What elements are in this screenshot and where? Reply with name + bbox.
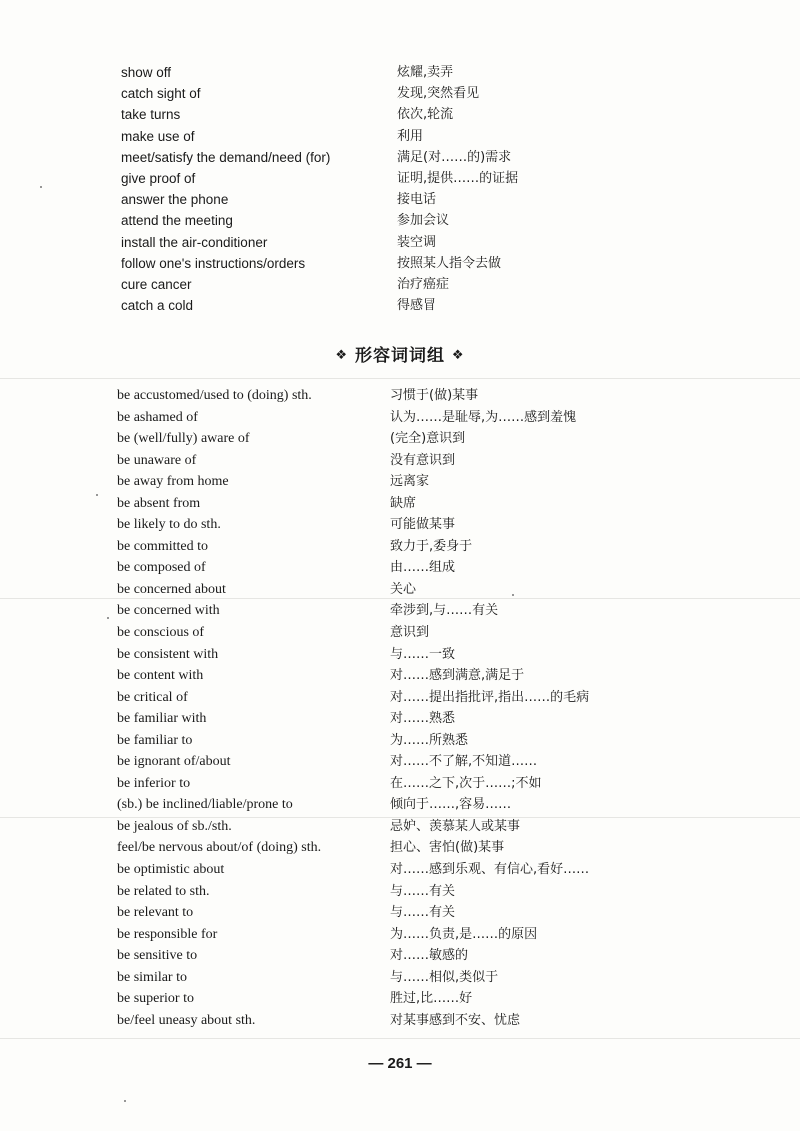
english-phrase: show off [121, 65, 172, 80]
section-title: 形容词词组 [355, 346, 445, 366]
chinese-meaning: 远离家 [390, 474, 430, 490]
chinese-meaning: 为……所熟悉 [390, 732, 469, 748]
chinese-meaning: 担心、害怕(做)某事 [390, 840, 505, 856]
phrase-row [0, 471, 800, 493]
phrase-row [0, 816, 800, 838]
english-phrase: answer the phone [121, 192, 229, 208]
chinese-meaning: 证明,提供……的证据 [397, 170, 519, 186]
english-phrase: be ignorant of/about [117, 754, 231, 770]
scan-artifact-line [0, 1038, 800, 1039]
chinese-meaning: 按照某人指令去做 [397, 255, 502, 271]
chinese-meaning: (完全)意识到 [390, 431, 466, 447]
phrase-row [0, 407, 800, 429]
phrase-row [0, 126, 800, 147]
chinese-meaning: 可能做某事 [390, 517, 456, 533]
phrase-row [0, 924, 800, 946]
phrase-row [0, 450, 800, 472]
phrase-row [0, 295, 800, 316]
chinese-meaning: 致力于,委身于 [390, 538, 473, 554]
chinese-meaning: 由……组成 [390, 560, 456, 576]
phrase-row [0, 794, 800, 816]
english-phrase: be similar to [117, 969, 187, 985]
chinese-meaning: 发现,突然看见 [397, 86, 480, 102]
english-phrase: be consistent with [117, 646, 219, 662]
chinese-meaning: 满足(对……的)需求 [397, 149, 512, 165]
english-phrase: be critical of [117, 689, 188, 705]
english-phrase: catch a cold [121, 298, 194, 314]
phrase-row [0, 493, 800, 515]
english-phrase: be sensitive to [117, 948, 198, 964]
phrase-row [0, 622, 800, 644]
phrase-row [0, 708, 800, 730]
english-phrase: be familiar with [117, 711, 207, 727]
chinese-meaning: 与……相似,类似于 [390, 969, 499, 985]
chinese-meaning: 忌妒、羡慕某人或某事 [390, 818, 521, 834]
phrase-row [0, 168, 800, 189]
english-phrase: be concerned with [117, 603, 220, 619]
english-phrase: be absent from [117, 495, 201, 511]
chinese-meaning: 参加会议 [397, 213, 450, 229]
chinese-meaning: 对……感到满意,满足于 [390, 668, 525, 684]
phrase-row [0, 988, 800, 1010]
phrase-row [0, 881, 800, 903]
chinese-meaning: 对……提出指批评,指出……的毛病 [390, 689, 590, 705]
chinese-meaning: 对……敏感的 [390, 948, 469, 964]
english-phrase: install the air-conditioner [121, 234, 268, 250]
phrase-row [0, 665, 800, 687]
chinese-meaning: 倾向于……,容易…… [390, 797, 512, 813]
english-phrase: follow one's instructions/orders [121, 255, 306, 271]
chinese-meaning: 与……有关 [390, 905, 456, 921]
phrase-row [0, 945, 800, 967]
chinese-meaning: 没有意识到 [390, 452, 456, 468]
phrase-row [0, 837, 800, 859]
phrase-row [0, 751, 800, 773]
english-phrase: be inferior to [117, 775, 191, 791]
phrase-row [0, 600, 800, 622]
english-phrase: be concerned about [117, 581, 226, 597]
chinese-meaning: 为……负责,是……的原因 [390, 926, 538, 942]
english-phrase: (sb.) be inclined/liable/prone to [117, 797, 293, 813]
english-phrase: be composed of [117, 560, 206, 576]
scan-artifact-line [0, 378, 800, 379]
chinese-meaning: 利用 [397, 128, 424, 144]
phrase-row [0, 147, 800, 168]
adjective-phrase-list [0, 385, 800, 1031]
english-phrase: be committed to [117, 538, 208, 554]
chinese-meaning: 胜过,比……好 [390, 991, 473, 1007]
phrase-row [0, 210, 800, 231]
phrase-row [0, 579, 800, 601]
diamond-ornament-icon: ❖ [335, 348, 349, 363]
english-phrase: be responsible for [117, 926, 218, 942]
diamond-ornament-icon: ❖ [451, 348, 465, 363]
phrase-row [0, 967, 800, 989]
english-phrase: be accustomed/used to (doing) sth. [117, 388, 312, 403]
chinese-meaning: 习惯于(做)某事 [390, 388, 479, 403]
phrase-row [0, 859, 800, 881]
phrase-row [0, 536, 800, 558]
chinese-meaning: 在……之下,次于……;不如 [390, 775, 542, 791]
chinese-meaning: 治疗癌症 [397, 276, 450, 292]
english-phrase: be related to sth. [117, 883, 210, 899]
phrase-row [0, 687, 800, 709]
phrase-row [0, 644, 800, 666]
phrase-row [0, 62, 800, 83]
chinese-meaning: 意识到 [390, 625, 430, 641]
english-phrase: be familiar to [117, 732, 193, 748]
english-phrase: take turns [121, 107, 181, 123]
english-phrase: give proof of [121, 170, 196, 186]
english-phrase: feel/be nervous about/of (doing) sth. [117, 840, 322, 856]
phrase-row [0, 514, 800, 536]
phrase-row [0, 428, 800, 450]
chinese-meaning: 与……一致 [390, 646, 456, 662]
english-phrase: be ashamed of [117, 409, 198, 425]
english-phrase: be superior to [117, 991, 194, 1007]
phrase-row [0, 902, 800, 924]
english-phrase: be relevant to [117, 905, 194, 921]
english-phrase: be optimistic about [117, 862, 225, 878]
english-phrase: meet/satisfy the demand/need (for) [121, 149, 331, 165]
english-phrase: be/feel uneasy about sth. [117, 1012, 256, 1028]
english-phrase: be unaware of [117, 452, 197, 468]
chinese-meaning: 关心 [390, 581, 417, 597]
english-phrase: cure cancer [121, 276, 192, 292]
english-phrase: attend the meeting [121, 213, 233, 229]
english-phrase: make use of [121, 128, 195, 144]
verb-phrase-list [0, 62, 800, 316]
chinese-meaning: 对……感到乐观、有信心,看好…… [390, 862, 590, 878]
english-phrase: be content with [117, 668, 204, 684]
phrase-row [0, 557, 800, 579]
chinese-meaning: 认为……是耻辱,为……感到羞愧 [390, 409, 577, 425]
chinese-meaning: 炫耀,卖弄 [397, 65, 454, 80]
english-phrase: catch sight of [121, 86, 201, 102]
phrase-row [0, 1010, 800, 1032]
chinese-meaning: 接电话 [397, 192, 437, 208]
chinese-meaning: 对某事感到不安、忧虑 [390, 1012, 521, 1028]
chinese-meaning: 缺席 [390, 495, 417, 511]
chinese-meaning: 装空调 [397, 234, 437, 250]
scan-speck [124, 1100, 126, 1102]
phrase-row [0, 385, 800, 407]
phrase-row [0, 104, 800, 125]
chinese-meaning: 与……有关 [390, 883, 456, 899]
page-number: — 261 — [368, 1055, 432, 1072]
phrase-row [0, 730, 800, 752]
chinese-meaning: 对……不了解,不知道…… [390, 754, 538, 770]
english-phrase: be likely to do sth. [117, 517, 221, 533]
phrase-row [0, 189, 800, 210]
english-phrase: be away from home [117, 474, 229, 490]
english-phrase: be jealous of sb./sth. [117, 818, 232, 834]
english-phrase: be (well/fully) aware of [117, 431, 250, 447]
phrase-row [0, 773, 800, 795]
phrase-row [0, 253, 800, 274]
section-heading [0, 341, 800, 366]
phrase-row [0, 232, 800, 253]
chinese-meaning: 得感冒 [397, 298, 437, 314]
english-phrase: be conscious of [117, 625, 205, 641]
chinese-meaning: 牵涉到,与……有关 [390, 603, 499, 619]
phrase-row [0, 83, 800, 104]
chinese-meaning: 依次,轮流 [397, 107, 454, 123]
phrase-row [0, 274, 800, 295]
chinese-meaning: 对……熟悉 [390, 711, 456, 727]
